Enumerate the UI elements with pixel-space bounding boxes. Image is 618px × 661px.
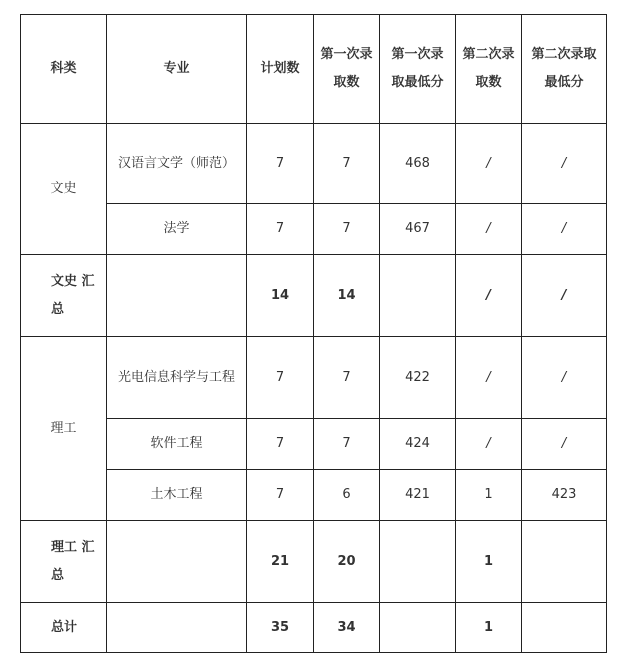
- first-admit-cell: 7: [314, 204, 380, 255]
- summary-major-cell: [107, 521, 247, 603]
- table-row: [21, 337, 607, 419]
- first-min-cell: 467: [380, 204, 456, 255]
- first-min-cell: 424: [380, 419, 456, 470]
- summary-label: 理工 汇总: [21, 521, 107, 603]
- major-cell: 光电信息科学与工程: [107, 337, 247, 419]
- plan-cell: 14: [247, 255, 314, 337]
- admission-table: [20, 14, 607, 653]
- table-row: [21, 124, 607, 204]
- plan-cell: 7: [247, 419, 314, 470]
- major-cell: 法学: [107, 204, 247, 255]
- header-major: 专业: [107, 15, 247, 124]
- second-min-cell: [522, 521, 607, 603]
- first-admit-cell: 34: [314, 603, 380, 653]
- major-cell: 软件工程: [107, 419, 247, 470]
- category-cell: 理工: [21, 337, 107, 521]
- total-major-cell: [107, 603, 247, 653]
- summary-row: [21, 255, 607, 337]
- first-min-cell: 468: [380, 124, 456, 204]
- first-min-cell: [380, 603, 456, 653]
- second-admit-cell: 1: [456, 521, 522, 603]
- plan-cell: 7: [247, 124, 314, 204]
- second-min-cell: 423: [522, 470, 607, 521]
- second-admit-cell: /: [456, 124, 522, 204]
- major-cell: 汉语言文学（师范）: [107, 124, 247, 204]
- first-admit-cell: 6: [314, 470, 380, 521]
- second-admit-cell: /: [456, 204, 522, 255]
- second-min-cell: /: [522, 204, 607, 255]
- first-admit-cell: 7: [314, 419, 380, 470]
- second-min-cell: /: [522, 255, 607, 337]
- first-min-cell: 421: [380, 470, 456, 521]
- first-min-cell: [380, 521, 456, 603]
- table-row: [21, 204, 607, 255]
- total-row: [21, 603, 607, 653]
- first-admit-cell: 14: [314, 255, 380, 337]
- major-cell: 土木工程: [107, 470, 247, 521]
- first-min-cell: [380, 255, 456, 337]
- summary-major-cell: [107, 255, 247, 337]
- header-second-min: 第二次录取最低分: [522, 15, 607, 124]
- plan-cell: 7: [247, 204, 314, 255]
- first-admit-cell: 20: [314, 521, 380, 603]
- category-cell: 文史: [21, 124, 107, 255]
- header-second-admit: 第二次录取数: [456, 15, 522, 124]
- table-row: [21, 419, 607, 470]
- header-row: [21, 15, 607, 124]
- plan-cell: 7: [247, 470, 314, 521]
- plan-cell: 7: [247, 337, 314, 419]
- plan-cell: 21: [247, 521, 314, 603]
- second-min-cell: /: [522, 419, 607, 470]
- table-row: [21, 470, 607, 521]
- second-admit-cell: /: [456, 337, 522, 419]
- first-min-cell: 422: [380, 337, 456, 419]
- second-admit-cell: 1: [456, 603, 522, 653]
- second-admit-cell: /: [456, 419, 522, 470]
- second-min-cell: [522, 603, 607, 653]
- header-first-min: 第一次录取最低分: [380, 15, 456, 124]
- plan-cell: 35: [247, 603, 314, 653]
- summary-label: 文史 汇总: [21, 255, 107, 337]
- header-plan: 计划数: [247, 15, 314, 124]
- second-admit-cell: /: [456, 255, 522, 337]
- second-admit-cell: 1: [456, 470, 522, 521]
- summary-row: [21, 521, 607, 603]
- second-min-cell: /: [522, 337, 607, 419]
- header-first-admit: 第一次录取数: [314, 15, 380, 124]
- first-admit-cell: 7: [314, 124, 380, 204]
- total-label: 总计: [21, 603, 107, 653]
- first-admit-cell: 7: [314, 337, 380, 419]
- header-category: 科类: [21, 15, 107, 124]
- second-min-cell: /: [522, 124, 607, 204]
